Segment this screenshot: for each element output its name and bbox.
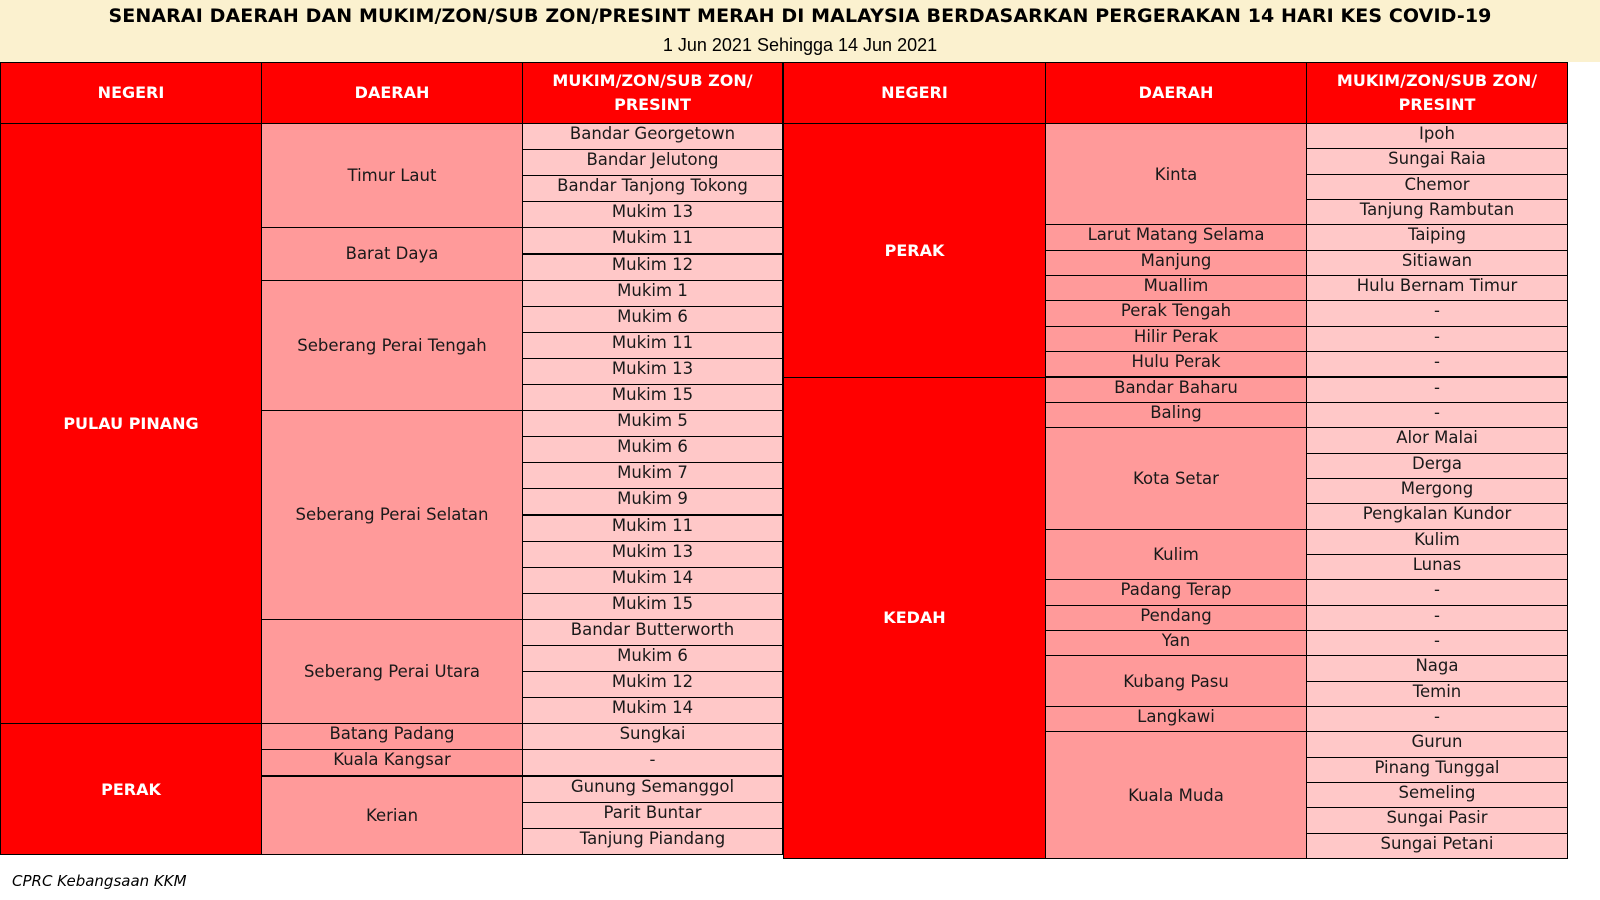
mukim-cell: Bandar Tanjong Tokong: [522, 175, 783, 202]
mukim-cell: -: [1306, 402, 1568, 428]
mukim-cell: Mukim 5: [522, 410, 783, 437]
daerah-cell: Kuala Kangsar: [261, 749, 523, 776]
mukim-cell: Sungai Pasir: [1306, 807, 1568, 833]
daerah-cell: Kubang Pasu: [1045, 655, 1307, 707]
daerah-cell: Kinta: [1045, 123, 1307, 225]
source-footnote: CPRC Kebangsaan KKM: [12, 872, 187, 890]
page-header: [0, 0, 1600, 62]
column-header-daerah: DAERAH: [261, 62, 523, 124]
daerah-cell: Baling: [1045, 402, 1307, 428]
mukim-cell: Semeling: [1306, 782, 1568, 808]
daerah-cell: Kota Setar: [1045, 427, 1307, 529]
mukim-cell: Pengkalan Kundor: [1306, 503, 1568, 529]
mukim-cell: Taiping: [1306, 224, 1568, 250]
negeri-cell: PERAK: [783, 123, 1046, 378]
column-header-daerah: DAERAH: [1045, 62, 1307, 124]
daerah-cell: Bandar Baharu: [1045, 377, 1307, 403]
mukim-cell: Mukim 6: [522, 645, 783, 672]
mukim-cell: -: [1306, 630, 1568, 656]
mukim-cell: -: [1306, 706, 1568, 732]
mukim-cell: Kulim: [1306, 529, 1568, 555]
mukim-cell: Bandar Georgetown: [522, 123, 783, 150]
mukim-cell: Mukim 6: [522, 436, 783, 463]
mukim-cell: Mukim 7: [522, 462, 783, 489]
mukim-cell: Mukim 12: [522, 254, 783, 281]
mukim-cell: Mukim 1: [522, 280, 783, 307]
daerah-cell: Manjung: [1045, 250, 1307, 276]
mukim-cell: Mukim 9: [522, 488, 783, 515]
mukim-cell: Mukim 15: [522, 384, 783, 411]
mukim-cell: Sungai Raia: [1306, 148, 1568, 174]
mukim-cell: Naga: [1306, 655, 1568, 681]
mukim-cell: -: [1306, 326, 1568, 352]
page-title: SENARAI DAERAH DAN MUKIM/ZON/SUB ZON/PRESINT MERAH DI MALAYSIA BERDASARKAN PERGERAKAN 14 HARI KES COVID-19: [108, 5, 1492, 27]
mukim-cell: Gurun: [1306, 731, 1568, 757]
mukim-cell: Temin: [1306, 681, 1568, 707]
mukim-cell: -: [1306, 300, 1568, 326]
daerah-cell: Hilir Perak: [1045, 326, 1307, 352]
mukim-cell: Bandar Butterworth: [522, 619, 783, 646]
daerah-cell: Padang Terap: [1045, 579, 1307, 605]
mukim-cell: Mukim 14: [522, 697, 783, 724]
mukim-cell: -: [522, 749, 783, 776]
daerah-cell: Muallim: [1045, 275, 1307, 301]
mukim-cell: Gunung Semanggol: [522, 776, 783, 803]
mukim-cell: Chemor: [1306, 174, 1568, 200]
daerah-cell: Batang Padang: [261, 723, 523, 750]
mukim-cell: Sitiawan: [1306, 250, 1568, 276]
daerah-cell: Perak Tengah: [1045, 300, 1307, 326]
mukim-cell: Mukim 6: [522, 306, 783, 333]
negeri-cell: PULAU PINANG: [0, 123, 262, 724]
negeri-cell: KEDAH: [783, 377, 1046, 860]
mukim-cell: Hulu Bernam Timur: [1306, 275, 1568, 301]
mukim-cell: Mergong: [1306, 478, 1568, 504]
daerah-cell: Kerian: [261, 776, 523, 855]
mukim-cell: -: [1306, 351, 1568, 377]
mukim-cell: Mukim 11: [522, 515, 783, 542]
daerah-cell: Seberang Perai Utara: [261, 619, 523, 724]
mukim-cell: Mukim 13: [522, 541, 783, 568]
daerah-cell: Seberang Perai Tengah: [261, 280, 523, 412]
daerah-cell: Seberang Perai Selatan: [261, 410, 523, 620]
daerah-cell: Pendang: [1045, 605, 1307, 631]
mukim-cell: Tanjung Rambutan: [1306, 199, 1568, 225]
daerah-cell: Barat Daya: [261, 227, 523, 280]
mukim-cell: Mukim 11: [522, 227, 783, 254]
mukim-cell: Derga: [1306, 453, 1568, 479]
daerah-cell: Timur Laut: [261, 123, 523, 228]
mukim-cell: Lunas: [1306, 554, 1568, 580]
daerah-cell: Kulim: [1045, 529, 1307, 581]
daerah-cell: Hulu Perak: [1045, 351, 1307, 377]
mukim-cell: Parit Buntar: [522, 802, 783, 829]
daerah-cell: Larut Matang Selama: [1045, 224, 1307, 250]
mukim-cell: Tanjung Piandang: [522, 828, 783, 855]
mukim-cell: Sungai Petani: [1306, 833, 1568, 859]
column-header-negeri: NEGERI: [783, 62, 1046, 124]
mukim-cell: -: [1306, 605, 1568, 631]
mukim-cell: Mukim 13: [522, 358, 783, 385]
mukim-cell: Pinang Tunggal: [1306, 757, 1568, 783]
mukim-cell: Sungkai: [522, 723, 783, 750]
daerah-cell: Langkawi: [1045, 706, 1307, 732]
column-header-mukim: MUKIM/ZON/SUB ZON/ PRESINT: [1306, 62, 1568, 124]
mukim-cell: Ipoh: [1306, 123, 1568, 149]
column-header-negeri: NEGERI: [0, 62, 262, 124]
mukim-cell: Mukim 14: [522, 567, 783, 594]
daerah-cell: Yan: [1045, 630, 1307, 656]
column-header-mukim: MUKIM/ZON/SUB ZON/ PRESINT: [522, 62, 783, 124]
mukim-cell: -: [1306, 579, 1568, 605]
negeri-cell: PERAK: [0, 723, 262, 855]
mukim-cell: Bandar Jelutong: [522, 149, 783, 176]
mukim-cell: Mukim 11: [522, 332, 783, 359]
mukim-cell: Mukim 15: [522, 593, 783, 620]
mukim-cell: Mukim 13: [522, 201, 783, 228]
page-subtitle: 1 Jun 2021 Sehingga 14 Jun 2021: [662, 35, 938, 55]
mukim-cell: Mukim 12: [522, 671, 783, 698]
daerah-cell: Kuala Muda: [1045, 731, 1307, 859]
mukim-cell: -: [1306, 377, 1568, 403]
mukim-cell: Alor Malai: [1306, 427, 1568, 453]
